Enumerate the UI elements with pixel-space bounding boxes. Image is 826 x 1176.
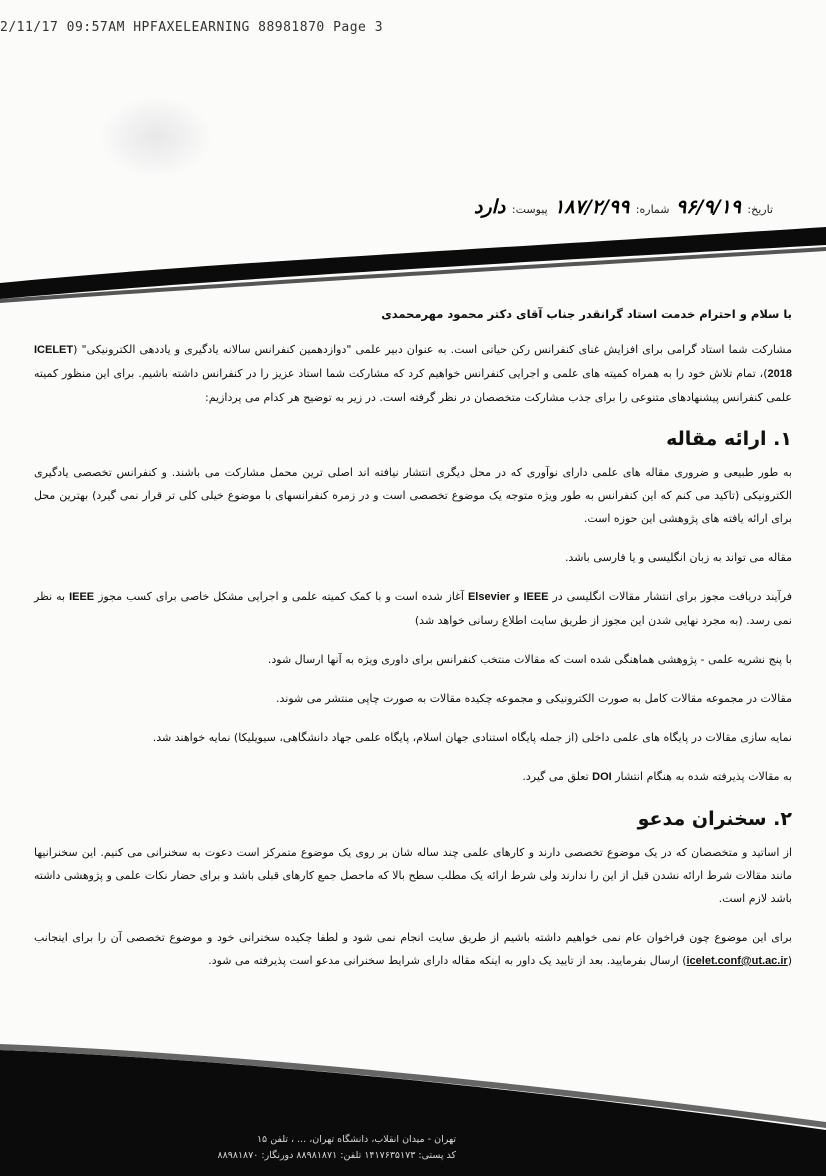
section1-paragraph-6: نمایه سازی مقالات در پایگاه های علمی داخلی (از جمله پایگاه استنادی جهان اسلام، پایگاه علمی جهاد دانشگاهی، سیویلیکا) نمایه خواهند شد. [152, 731, 792, 744]
p7-text-a: به مقالات پذیرفته شده به هنگام انتشار [611, 770, 792, 783]
ieee-term: IEEE [523, 591, 549, 603]
section1-heading: ۱. ارائه مقاله [666, 428, 792, 450]
p3-text-a: فرآیند دریافت مجوز برای انتشار مقالات انگلیسی در [548, 590, 792, 603]
section1-paragraph-1: به طور طبیعی و ضروری مقاله های علمی دارای نوآوری که در محل دیگری انتشار نیافته اند اصلی ترین محمل مشارکت می باشند. و کنفرانس تخصصی یادگیری الکترونیکی (تاکید می کنم که این کنفرانس به طور ویژه متوجه یک موضوع تخصصی است و در زمره کنفرانسهای با موضوع خیلی کلی تر قرار نمی گیرد) بهترین محل برای ارائه یافته های پژوهشی این حوزه است. [34, 466, 792, 525]
p7-text-b: تعلق می گیرد. [522, 770, 593, 783]
section1-paragraph-7 [34, 765, 792, 789]
number-value: ۱۸۷/۲/۹۹ [554, 196, 630, 218]
p2-text-a: برای این موضوع چون فراخوان عام نمی خواهیم داشته باشیم از طریق سایت انجام نمی شود و لطفا چکیده سخنرانی خود و موضوع تخصصی آن را برای اینجانب ( [34, 931, 792, 967]
section1-paragraph-5: مقالات در مجموعه مقالات کامل به صورت الکترونیکی و مجموعه چکیده مقالات به صورت چاپی منتشر می شوند. [275, 692, 792, 705]
footer-address [36, 1132, 456, 1164]
conference-acronym: ICELET 2018 [34, 344, 792, 380]
intro-paragraph [34, 338, 792, 409]
footer-line-2: کد پستی: ۱۴۱۷۶۳۵۱۷۳ تلفن: ۸۸۹۸۱۸۷۱ دورنگار: ۸۸۹۸۱۸۷۰ [217, 1150, 456, 1161]
p3-text-c: آغاز شده است و با کمک کمیته علمی و اجرایی مشکل خاصی برای کسب مجوز [94, 590, 468, 603]
footer-line-1: تهران - میدان انقلاب، دانشگاه تهران، ... ، تلفن ۱۵ [256, 1134, 456, 1145]
section1-paragraph-2: مقاله می تواند به زبان انگلیسی و یا فارسی باشد. [564, 551, 792, 564]
letter-body [34, 303, 792, 983]
letter-meta-line [436, 196, 776, 218]
p2-text-b: ) ارسال بفرمایید. بعد از تایید یک داور به اینکه مقاله دارای شرایط سخنرانی مدعو است پذیرفته می شود. [208, 954, 687, 967]
date-label: تاریخ: [747, 203, 773, 216]
section1-paragraph-3 [34, 585, 792, 632]
date-value: ۹۶/۹/۱۹ [676, 196, 741, 218]
p3-text-b: و [510, 590, 524, 603]
section1-paragraph-4: با پنج نشریه علمی - پژوهشی هماهنگی شده است که مقالات منتخب کنفرانس برای داوری ویژه به آنها ارسال شود. [267, 653, 792, 666]
elsevier-term: Elsevier [467, 591, 511, 603]
salutation: با سلام و احترام خدمت استاد گرانقدر جناب آقای دکتر محمود مهرمحمدی [381, 307, 792, 321]
attachment-label: پیوست: [511, 203, 548, 216]
fax-header-line: 2/11/17 09:57AM HPFAXELEARNING 88981870 Page 3 [0, 20, 384, 35]
intro-text-1: مشارکت شما استاد گرامی برای افزایش غنای کنفرانس رکن حیاتی است. به عنوان دبیر علمی "دوازدهمین کنفرانس سالانه یادگیری و یاددهی الکترونیکی" ( [73, 343, 792, 356]
contact-email-link[interactable]: icelet.conf@ut.ac.ir [686, 955, 788, 967]
doi-term: DOI [592, 771, 612, 783]
number-label: شماره: [635, 203, 670, 216]
ieee-term-2: IEEE [69, 591, 95, 603]
header-swoosh-band [0, 225, 826, 305]
section2-heading: ۲. سخنران مدعو [637, 808, 792, 830]
p3-text-d: به نظر نمی رسد. (به مجرد نهایی شدن این مجوز از طریق سایت اطلاع رسانی خواهد شد) [34, 590, 792, 627]
section2-paragraph-1: از اساتید و متخصصان که در یک موضوع تخصصی دارند و کارهای علمی چند ساله شان بر روی یک موضوع متمرکز است دعوت به سخنرانی می کنیم. این سخنرانیها مانند مقالات شرط ارائه نشدن قبل از این را ندارند ولی شرط ارائه یک مطلب سطح بالا که ماحصل جمع کارهای قبلی باشد و برای حضار نکات علمی و پژوهشی داشته باشد لازم است. [34, 846, 792, 905]
section2-paragraph-2 [34, 926, 792, 973]
attachment-value: دارد [473, 196, 506, 218]
intro-text-2: )، تمام تلاش خود را به همراه کمیته های علمی و اجرایی کنفرانس خواهیم کرد که مشارکت شما استاد عزیز را در کنفرانس داشته باشیم. برای این منظور کمیته علمی کنفرانس پیشنهادهای متنوعی را برای جذب مشارکت متخصصان در نظر گرفته است. در زیر به توضیح هر کدام می پردازیم: [34, 367, 792, 404]
faded-seal-stamp [100, 96, 212, 178]
